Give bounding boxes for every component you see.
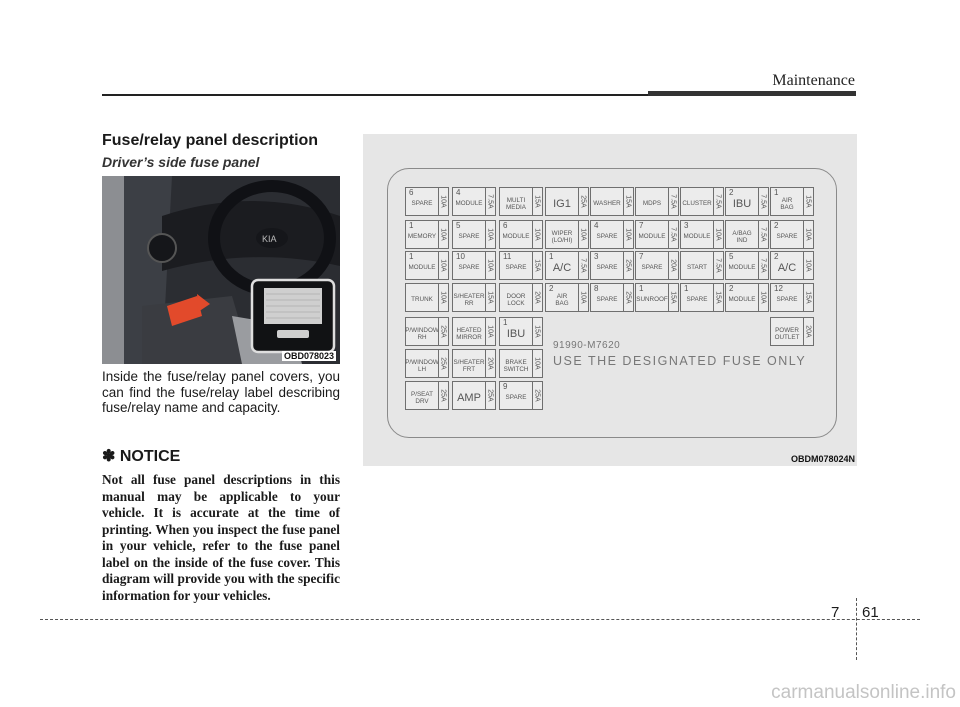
fuse-rating: 15A [803, 284, 813, 311]
fuse-cell [452, 220, 496, 249]
fuse-rating: 20A [532, 284, 542, 311]
fuse-cell [452, 283, 496, 312]
fuse-name: MDPS [642, 200, 662, 207]
subsection-title: Driver’s side fuse panel [102, 154, 260, 170]
fuse-cell [499, 349, 543, 378]
fuse-name: SPARE [686, 296, 708, 303]
fuse-name: SPARE [596, 296, 618, 303]
fuse-index: 9 [503, 382, 508, 391]
fuse-cell [770, 187, 814, 216]
fuse-cell [405, 317, 449, 346]
notice-paragraph: Not all fuse panel descriptions in this manual may be applicable to your vehicle. It is accurate at the time of printing. When you inspect the fuse panel in your vehicle, refer to the fuse panel label on the inside of the fuse cover. This diagram will provide you with the specific information for your vehicles. [102, 472, 340, 603]
fuse-name: P/WINDOW LH [405, 358, 439, 373]
fuse-rating: 25A [623, 284, 633, 311]
fuse-name: HEATED MIRROR [456, 326, 482, 341]
fuse-index: 2 [774, 252, 779, 261]
fuse-rating: 15A [532, 188, 542, 215]
fuse-rating: 10A [485, 221, 495, 248]
fuse-cell [452, 187, 496, 216]
fuse-rating: 10A [713, 221, 723, 248]
fuse-cell [452, 381, 496, 410]
fuse-panel-part-number: 91990-M7620 [553, 340, 621, 351]
fuse-rating: 25A [623, 252, 633, 279]
fuse-cell [725, 283, 769, 312]
fuse-cell [590, 251, 634, 280]
fuse-rating: 7.5A [713, 188, 723, 215]
fuse-rating: 10A [438, 284, 448, 311]
fuse-index: 7 [639, 221, 644, 230]
dashboard-illustration [102, 176, 340, 364]
fuse-cell [680, 220, 724, 249]
fuse-rating: 10A [803, 221, 813, 248]
fuse-cell [452, 349, 496, 378]
fuse-cell [499, 317, 543, 346]
fuse-index: 6 [503, 221, 508, 230]
fuse-name: AMP [457, 391, 481, 404]
fuse-name: SUNROOF [636, 296, 668, 303]
fuse-index: 1 [409, 221, 414, 230]
fuse-name: AIR BAG [555, 292, 569, 307]
fuse-index: 11 [503, 252, 512, 261]
fuse-rating: 10A [623, 221, 633, 248]
fuse-cell [770, 283, 814, 312]
chapter-number: 7 [831, 604, 840, 621]
fuse-panel-warning: USE THE DESIGNATED FUSE ONLY [553, 354, 807, 368]
fuse-index: 2 [729, 284, 734, 293]
fuse-rating: 7.5A [713, 252, 723, 279]
fuse-name: A/C [552, 261, 572, 274]
fuse-cell [680, 283, 724, 312]
fuse-index: 3 [684, 221, 689, 230]
fuse-index: 1 [639, 284, 644, 293]
fuse-cell [452, 251, 496, 280]
fuse-name: SPARE [776, 233, 798, 240]
fuse-name: MODULE [502, 233, 530, 240]
fuse-name: P/SEAT DRV [411, 390, 433, 405]
fuse-name: DOOR LOCK [506, 292, 526, 307]
fuse-name: IBU [732, 197, 752, 210]
fuse-name: S/HEATER FRT [453, 358, 485, 373]
fuse-cell [499, 187, 543, 216]
fuse-cell [545, 283, 589, 312]
fuse-cell [405, 283, 449, 312]
fuse-panel-diagram [363, 134, 857, 466]
fuse-cell [680, 251, 724, 280]
fuse-rating: 20A [485, 350, 495, 377]
fuse-rating: 10A [438, 188, 448, 215]
fuse-name: MODULE [728, 264, 756, 271]
fuse-rating: 15A [623, 188, 633, 215]
fuse-cell [635, 283, 679, 312]
fuse-index: 12 [774, 284, 783, 293]
fuse-name: P/WINDOW RH [405, 326, 439, 341]
fuse-cell [545, 251, 589, 280]
fuse-cell [590, 283, 634, 312]
running-header: Maintenance [772, 72, 855, 89]
fuse-name: CLUSTER [682, 200, 712, 207]
fuse-rating: 20A [803, 318, 813, 345]
fuse-rating: 10A [438, 252, 448, 279]
page-number: 61 [862, 604, 879, 621]
fuse-index: 1 [409, 252, 414, 261]
fuse-index: 4 [456, 188, 461, 197]
fuse-name: SPARE [458, 233, 480, 240]
fuse-index: 2 [549, 284, 554, 293]
fuse-rating: 15A [668, 284, 678, 311]
fuse-index: 8 [594, 284, 599, 293]
fuse-index: 2 [729, 188, 734, 197]
fuse-cell [770, 317, 814, 346]
fuse-cell [405, 187, 449, 216]
fuse-cell [635, 220, 679, 249]
fuse-name: A/C [777, 261, 797, 274]
svg-text:KIA: KIA [262, 234, 277, 244]
fuse-rating: 15A [803, 188, 813, 215]
fuse-cell [545, 187, 589, 216]
fuse-index: 5 [456, 221, 461, 230]
fuse-rating: 7.5A [485, 188, 495, 215]
fuse-cell [452, 317, 496, 346]
fuse-rating: 7.5A [758, 252, 768, 279]
fuse-name: MEMORY [407, 233, 437, 240]
footer-divider [856, 598, 857, 660]
fuse-rating: 7.5A [668, 188, 678, 215]
fuse-rating: 7.5A [758, 188, 768, 215]
fuse-name: MODULE [455, 200, 483, 207]
fuse-rating: 10A [485, 318, 495, 345]
fuse-name: POWER OUTLET [774, 326, 800, 341]
fuse-name: IBU [506, 327, 526, 340]
fuse-index: 1 [503, 318, 508, 327]
fuse-rating: 15A [485, 284, 495, 311]
fuse-cell [725, 187, 769, 216]
fuse-name: MULTI MEDIA [506, 196, 526, 211]
fuse-name: SPARE [411, 200, 433, 207]
fuse-rating: 25A [485, 382, 495, 409]
fuse-index: 4 [594, 221, 599, 230]
watermark: carmanualsonline.info [771, 682, 956, 703]
fuse-cell [725, 220, 769, 249]
body-paragraph: Inside the fuse/relay panel covers, you can find the fuse/relay label describing fuse/relay name and capacity. [102, 369, 340, 415]
fuse-rating: 15A [713, 284, 723, 311]
fuse-rating: 10A [532, 221, 542, 248]
fuse-rating: 7.5A [758, 221, 768, 248]
fuse-name: MODULE [638, 233, 666, 240]
fuse-cell [770, 220, 814, 249]
fuse-name: BRAKE SWITCH [503, 358, 529, 373]
fuse-cell [405, 220, 449, 249]
fuse-name: WIPER (LO/HI) [551, 229, 573, 244]
fuse-rating: 15A [532, 252, 542, 279]
fuse-cell [405, 381, 449, 410]
fuse-index: 1 [774, 188, 779, 197]
fuse-rating: 10A [485, 252, 495, 279]
fuse-cell [635, 187, 679, 216]
fuse-index: 1 [684, 284, 689, 293]
fuse-index: 5 [729, 252, 734, 261]
fuse-rating: 25A [438, 350, 448, 377]
fuse-cell [545, 220, 589, 249]
footer-rule [40, 619, 920, 620]
fuse-cell [635, 251, 679, 280]
fuse-name: S/HEATER RR [453, 292, 485, 307]
fuse-rating: 25A [438, 318, 448, 345]
fuse-index: 7 [639, 252, 644, 261]
fuse-rating: 7.5A [668, 221, 678, 248]
section-title: Fuse/relay panel description [102, 132, 319, 149]
fuse-cell [725, 251, 769, 280]
fuse-name: SPARE [505, 264, 527, 271]
fuse-rating: 10A [578, 221, 588, 248]
fuse-name: TRUNK [411, 296, 433, 303]
fuse-cell [680, 187, 724, 216]
fuse-name: SPARE [596, 233, 618, 240]
fuse-rating: 10A [438, 221, 448, 248]
fuse-cell [405, 349, 449, 378]
fuse-name: SPARE [776, 296, 798, 303]
fuse-name: SPARE [458, 264, 480, 271]
fuse-rating: 10A [758, 284, 768, 311]
fuse-name: IG1 [553, 197, 571, 210]
fuse-cell [499, 381, 543, 410]
fuse-cell [499, 283, 543, 312]
fuse-name: MODULE [408, 264, 436, 271]
photo-code: OBD078023 [283, 351, 334, 361]
fuse-rating: 20A [668, 252, 678, 279]
fuse-name: MODULE [683, 233, 711, 240]
fuse-cell [499, 251, 543, 280]
fuse-cell [590, 220, 634, 249]
fuse-cell [405, 251, 449, 280]
fuse-name: SPARE [641, 264, 663, 271]
fuse-cell [499, 220, 543, 249]
fuse-index: 3 [594, 252, 599, 261]
fuse-rating: 25A [438, 382, 448, 409]
fuse-name: A/BAG IND [732, 229, 752, 244]
fuse-name: AIR BAG [780, 196, 794, 211]
fuse-cell [590, 187, 634, 216]
fuse-panel-location-photo [102, 176, 340, 364]
fuse-name: START [686, 264, 708, 271]
fuse-cell [770, 251, 814, 280]
notice-heading: ✽ NOTICE [102, 448, 181, 465]
fuse-name: SPARE [596, 264, 618, 271]
fuse-rating: 10A [803, 252, 813, 279]
fuse-index: 10 [456, 252, 465, 261]
diagram-code: OBDM078024N [790, 454, 855, 464]
fuse-rating: 15A [532, 318, 542, 345]
fuse-name: SPARE [505, 394, 527, 401]
fuse-name: WASHER [593, 200, 621, 207]
fuse-index: 6 [409, 188, 414, 197]
fuse-name: MODULE [728, 296, 756, 303]
fuse-rating: 25A [532, 382, 542, 409]
fuse-index: 2 [774, 221, 779, 230]
header-rule-accent [648, 91, 856, 96]
fuse-rating: 25A [578, 188, 588, 215]
fuse-rating: 7.5A [578, 252, 588, 279]
fuse-index: 1 [549, 252, 554, 261]
fuse-rating: 10A [532, 350, 542, 377]
fuse-rating: 10A [578, 284, 588, 311]
